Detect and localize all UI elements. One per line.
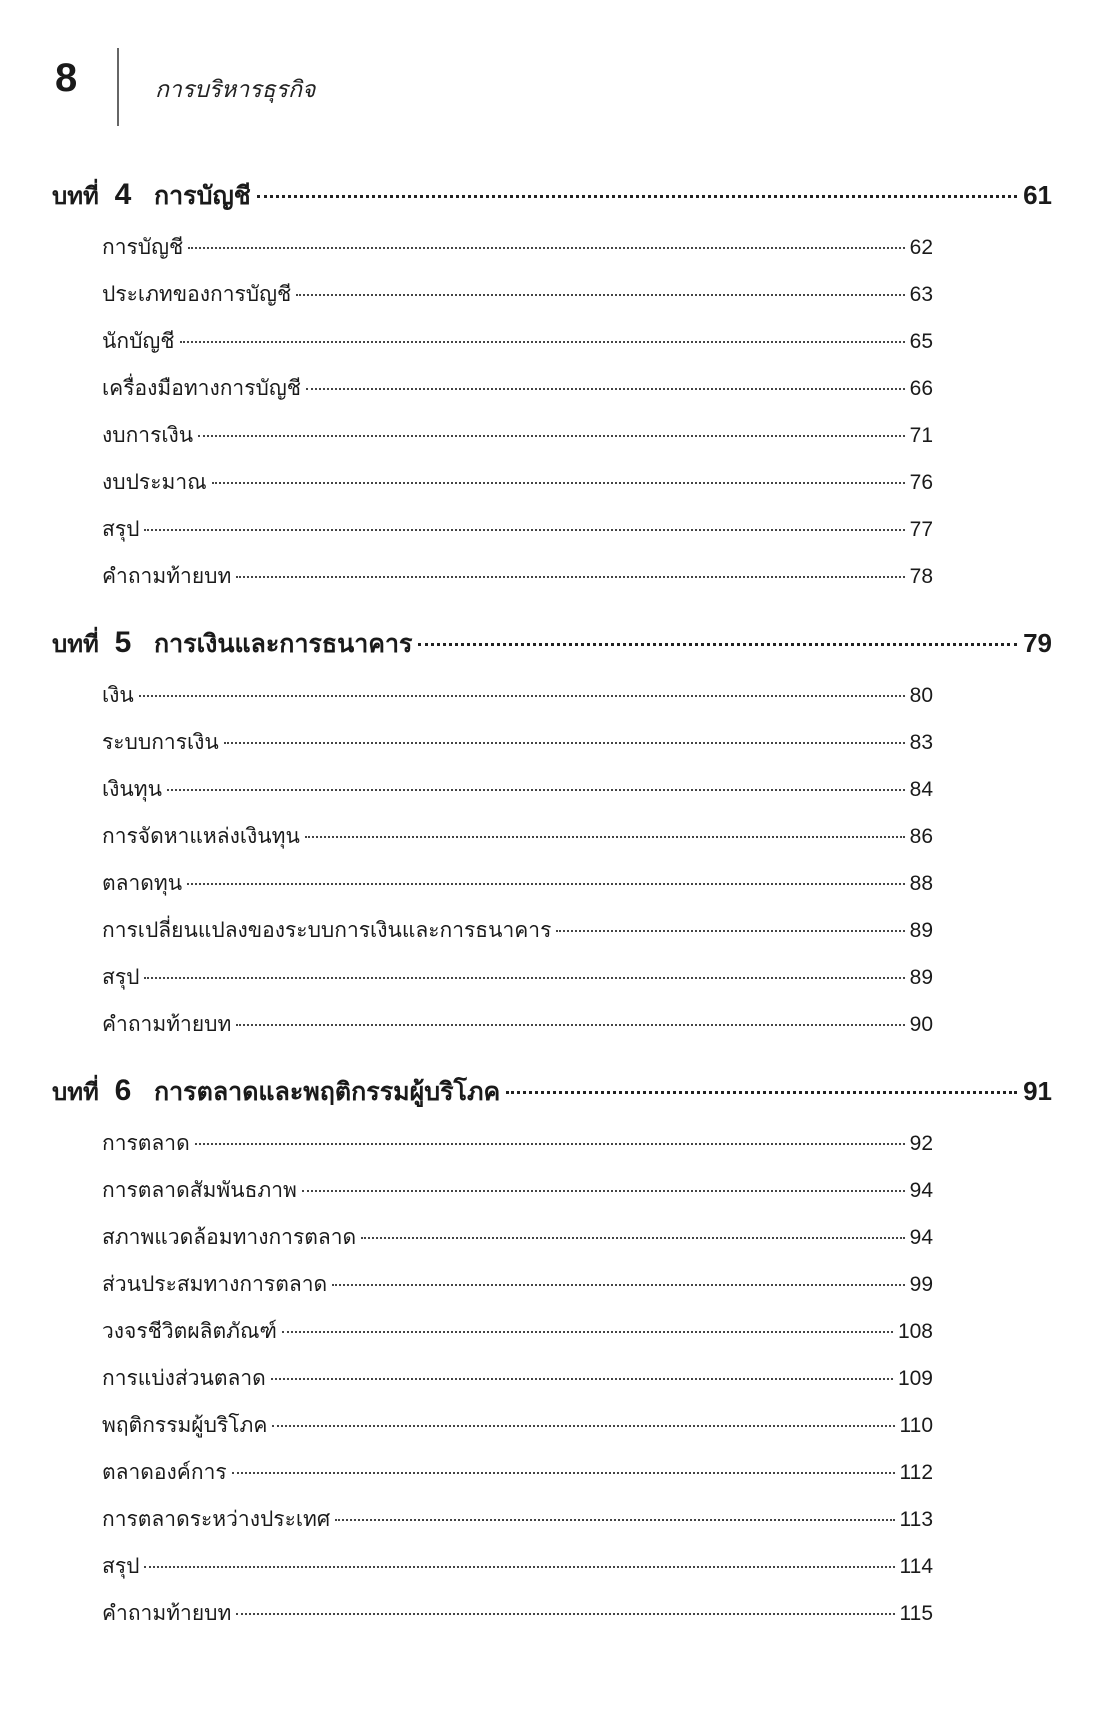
toc-entry[interactable] [102, 1362, 933, 1396]
dot-leader [302, 1190, 905, 1192]
entry-title: การตลาดระหว่างประเทศ [102, 1507, 331, 1531]
toc-entry[interactable] [102, 1315, 933, 1349]
dot-leader [139, 695, 905, 697]
entry-page: 62 [909, 236, 933, 259]
entry-page: 63 [909, 283, 933, 306]
dot-leader [212, 482, 905, 484]
chapter-heading[interactable] [52, 176, 1052, 216]
toc-entry[interactable] [102, 820, 933, 854]
toc-entry[interactable] [102, 1127, 933, 1161]
running-title: การบริหารธุรกิจ [155, 77, 316, 103]
dot-leader [236, 576, 904, 578]
dot-leader [144, 1566, 894, 1568]
entry-page: 66 [909, 377, 933, 400]
entry-title: สรุป [102, 965, 140, 989]
toc-entry[interactable] [102, 325, 933, 359]
dot-leader [272, 1425, 894, 1427]
dot-leader [144, 529, 904, 531]
entry-page: 94 [909, 1179, 933, 1202]
chapter-number: 4 [114, 178, 132, 211]
toc-entry[interactable] [102, 1550, 933, 1584]
toc-entry[interactable] [102, 419, 933, 453]
toc-entry[interactable] [102, 961, 933, 995]
dot-leader [188, 247, 904, 249]
chapter-heading[interactable] [52, 1072, 1052, 1112]
dot-leader [361, 1237, 904, 1239]
entry-title: ระบบการเงิน [102, 730, 219, 754]
entry-title: สรุป [102, 517, 140, 541]
dot-leader [195, 1143, 905, 1145]
chapter-label: บทที่ [52, 630, 99, 658]
entry-title: การตลาดสัมพันธภาพ [102, 1178, 297, 1202]
entry-page: 89 [909, 966, 933, 989]
toc-entry[interactable] [102, 1503, 933, 1537]
toc-entry[interactable] [102, 466, 933, 500]
entry-title: สภาพแวดล้อมทางการตลาด [102, 1225, 357, 1249]
chapter-number: 5 [114, 626, 132, 659]
entry-title: การตลาด [102, 1131, 190, 1155]
page-number: 8 [55, 56, 78, 100]
toc-entry[interactable] [102, 1409, 933, 1443]
chapter-title: การบัญชี [154, 181, 251, 210]
dot-leader [296, 294, 904, 296]
entry-page: 76 [909, 471, 933, 494]
entry-title: วงจรชีวิตผลิตภัณฑ์ [102, 1319, 277, 1343]
chapter-page: 91 [1023, 1076, 1052, 1106]
dot-leader [282, 1331, 893, 1333]
dot-leader [556, 930, 904, 932]
dot-leader [306, 388, 905, 390]
toc-entry[interactable] [102, 1268, 933, 1302]
dot-leader [418, 643, 1017, 646]
entry-page: 84 [909, 778, 933, 801]
toc-entry[interactable] [102, 372, 933, 406]
entry-title: ตลาดทุน [102, 871, 183, 895]
toc-entry[interactable] [102, 726, 933, 760]
entry-title: เงินทุน [102, 777, 162, 801]
entry-page: 114 [899, 1555, 933, 1578]
chapter-4 [52, 176, 1052, 216]
dot-leader [506, 1091, 1017, 1094]
dot-leader [271, 1378, 893, 1380]
entry-page: 112 [899, 1461, 933, 1484]
toc-entry[interactable] [102, 867, 933, 901]
dot-leader [232, 1472, 895, 1474]
chapter-page: 79 [1023, 628, 1052, 658]
entry-title: เงิน [102, 683, 134, 707]
chapter-6 [52, 1072, 1052, 1112]
entry-title: สรุป [102, 1554, 140, 1578]
toc-entry[interactable] [102, 773, 933, 807]
toc-entry[interactable] [102, 1597, 933, 1631]
entry-page: 94 [909, 1226, 933, 1249]
entry-title: นักบัญชี [102, 329, 175, 353]
entry-page: 90 [909, 1013, 933, 1036]
dot-leader [187, 883, 905, 885]
entry-title: งบประมาณ [102, 470, 207, 494]
entry-title: คำถามท้ายบท [102, 1601, 232, 1625]
entry-title: คำถามท้ายบท [102, 564, 232, 588]
toc-entry[interactable] [102, 1456, 933, 1490]
chapter-title: การเงินและการธนาคาร [154, 629, 413, 658]
entry-title: การจัดหาแหล่งเงินทุน [102, 824, 300, 848]
dot-leader [236, 1613, 894, 1615]
entry-page: 109 [897, 1367, 933, 1390]
entry-title: พฤติกรรมผู้บริโภค [102, 1413, 268, 1437]
entry-page: 108 [897, 1320, 933, 1343]
toc-entry[interactable] [102, 231, 933, 265]
toc-entry[interactable] [102, 679, 933, 713]
entry-title: ตลาดองค์การ [102, 1460, 227, 1484]
entry-page: 83 [909, 731, 933, 754]
entry-page: 92 [909, 1132, 933, 1155]
dot-leader [305, 836, 905, 838]
dot-leader [144, 977, 904, 979]
entry-title: การเปลี่ยนแปลงของระบบการเงินและการธนาคาร [102, 918, 552, 942]
entry-title: การบัญชี [102, 235, 184, 259]
entry-page: 99 [909, 1273, 933, 1296]
entry-page: 80 [909, 684, 933, 707]
entry-title: เครื่องมือทางการบัญชี [102, 376, 301, 400]
entry-page: 71 [909, 424, 933, 447]
toc-entry[interactable] [102, 513, 933, 547]
entry-title: งบการเงิน [102, 423, 194, 447]
entry-page: 110 [899, 1414, 933, 1437]
dot-leader [180, 341, 905, 343]
entry-title: ประเภทของการบัญชี [102, 282, 292, 306]
toc-entry[interactable] [102, 1008, 933, 1042]
dot-leader [236, 1024, 904, 1026]
chapter-label: บทที่ [52, 182, 99, 210]
entry-page: 89 [909, 919, 933, 942]
dot-leader [257, 195, 1017, 198]
header-divider [117, 48, 119, 126]
toc-entry[interactable] [102, 1174, 933, 1208]
dot-leader [332, 1284, 905, 1286]
entry-title: การแบ่งส่วนตลาด [102, 1366, 266, 1390]
chapter-page: 61 [1023, 180, 1052, 210]
chapter-title: การตลาดและพฤติกรรมผู้บริโภค [154, 1077, 501, 1106]
entry-page: 86 [909, 825, 933, 848]
entry-title: ส่วนประสมทางการตลาด [102, 1272, 328, 1296]
chapter-label: บทที่ [52, 1078, 99, 1106]
toc-entry[interactable] [102, 914, 933, 948]
toc-entry[interactable] [102, 278, 933, 312]
dot-leader [167, 789, 905, 791]
entry-page: 65 [909, 330, 933, 353]
toc-entry[interactable] [102, 1221, 933, 1255]
toc-entry[interactable] [102, 560, 933, 594]
dot-leader [335, 1519, 894, 1521]
entry-page: 113 [899, 1508, 933, 1531]
entry-page: 88 [909, 872, 933, 895]
entry-page: 115 [899, 1602, 933, 1625]
entry-page: 78 [909, 565, 933, 588]
chapter-heading[interactable] [52, 624, 1052, 664]
dot-leader [224, 742, 905, 744]
chapter-5 [52, 624, 1052, 664]
entry-title: คำถามท้ายบท [102, 1012, 232, 1036]
entry-page: 77 [909, 518, 933, 541]
dot-leader [198, 435, 904, 437]
chapter-number: 6 [114, 1074, 132, 1107]
